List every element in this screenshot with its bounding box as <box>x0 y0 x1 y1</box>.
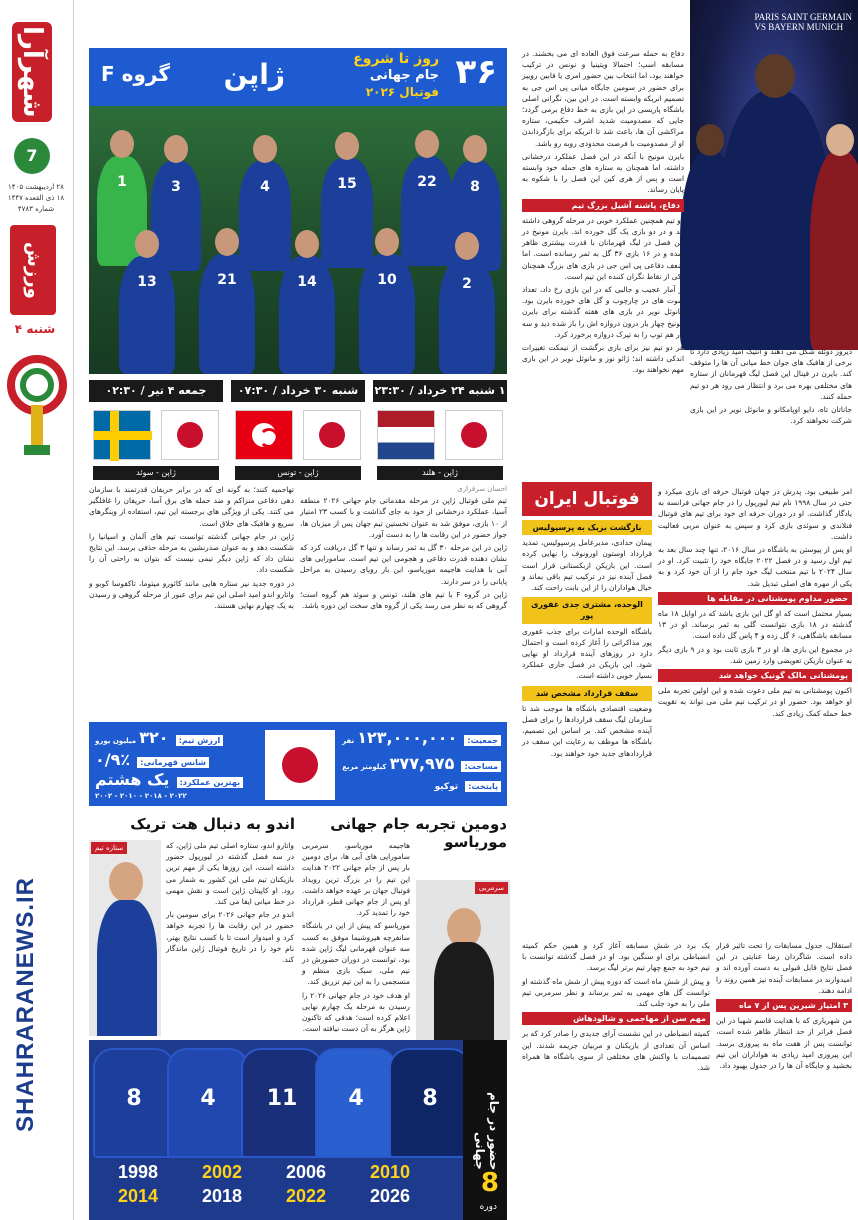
player-figure: 8 <box>449 161 501 271</box>
player-figure: 3 <box>151 161 201 271</box>
paragraph: ژاپن در گروه F با تیم های هلند، تونس و سوئد هم گروه است؛ گروهی که به نظر می رسد یکی از گروه های سخت این دوره باشد. <box>300 589 507 611</box>
article-title: دومین تجربه جام جهانی موریاسو <box>330 815 507 851</box>
paragraph: هر دو تیم نیز برای بازی برگشت از نیمکت تغییرات اندکی داشته اند؛ ژائو نوز و مانوئل نویر در این بازی مهم نخواهند بود. <box>522 343 684 375</box>
logo: شهرآرا <box>12 22 52 122</box>
paragraph: تیم ملی فوتبال ژاپن در مرحله مقدماتی جام جهانی ۲۰۲۶ منطقه آسیا، عملکرد درخشانی از خود به جای گذاشت و با کسب ۲۳ امتیاز از ۱۰ بازی، موفق شد به عنوان نخستین تیم جهان پس از میزبان ها، جواز حضور در این رقابت ها را به دست آورد. <box>300 496 507 539</box>
player-figure <box>810 150 858 350</box>
jersey-icon: 4 <box>167 1048 249 1158</box>
subheading: الوحده، مشتری جدی غفوری پور <box>522 597 652 623</box>
fixture-date: شنبه ۳۰ خرداد / ۰۷:۳۰ <box>231 380 365 402</box>
website-url[interactable]: SHAHRARANEWS.IR <box>12 877 39 1133</box>
stat-best-years: ۲۰۲۲ - ۲۰۱۸ - ۲۰۱۰ - ۲۰۰۲ <box>95 792 187 800</box>
world-cup-years: 2010 2026 <box>369 1162 411 1206</box>
paragraph: استقلال، جدول مسابقات را تحت تاثیر قرار داده است. شاگردان رضا عنایتی در این فصل نتایج قابل قبولی به دست آورده اند و امیدوارند در مسابقات آینده نیز همین روند را ادامه دهند. <box>716 941 852 995</box>
stat-population: جمعیت: ۱۲۳,۰۰۰,۰۰۰ نفر <box>342 728 501 747</box>
paragraph: دو تیم همچنین عملکرد خوبی در مرحله گروهی داشته اند و در دو بازی یک گل خورده اند. بایرن مونیخ در این فصل در لیگ قهرمانان با قدرت بیشتری ظاهر شده و در ۱۶ بازی ۳۶ گل به ثمر رسانده است. اما ضعف دفاعی پی اس جی در بازی های بزرگ همچنان یکی از نقاط نگران کننده این تیم است. <box>522 215 685 281</box>
player-figure <box>680 150 740 350</box>
netherlands-flag-icon <box>377 410 435 460</box>
paragraph: ژاپن در این مرحله ۳۰ گل به ثمر رساند و تنها ۳ گل دریافت کرد که نشان دهنده قدرت دفاعی و هجومی این تیم است. سامورایی های آبی با هدایت هاجیمه موریاسو، این بار رویای رسیدن به مراحل پایانی را در سر دارند. <box>300 543 507 586</box>
article-body <box>166 840 294 1036</box>
sweden-flag-icon <box>93 410 151 460</box>
fixture-teams: ژاپن - سوئد <box>93 466 219 480</box>
group-label: گروه F <box>101 62 170 86</box>
subheading: دفاع، پاشنه آشیل بزرگ تیم <box>522 199 684 212</box>
paragraph: امر طبیعی بود. پدرش در جهان فوتبال حرفه ای بازی میکرد و حتی در سال ۱۹۹۸ نام تیم لیورپول را در جام جهانی فرانسه به یادگار گذاشت. او در دوران حرفه ای خود برای تیم های فوتبال فنلاندی و سوئدی بازی کرد و سپس به عنوان مربی فعالیت داشت. <box>658 487 852 541</box>
coach-photo <box>416 880 510 1040</box>
fixture-teams: ژاپن - هلند <box>377 466 503 480</box>
section-title: ورزش <box>10 225 56 315</box>
paragraph: موریاسو که پیش از این در باشگاه سانفرچه هیروشیما موفق به کسب سه عنوان قهرمانی لیگ ژاپن شده بود، توانست در دوران حضورش در تیم ملی، سبک بازی منظم و منسجمی را به این تیم تزریق کند. <box>302 921 410 987</box>
subheading: سقف قرارداد مشخص شد <box>522 686 652 701</box>
fixture-teams: ژاپن - تونس <box>235 466 361 480</box>
paragraph: پیمان حدادی، مدیرعامل پرسپولیس، تمدید قرارداد اوستون اورونوف را نهایی کرده است. این بازیکن ازبکستانی قرار است فصل آینده نیز در ترکیب تیم باقی بماند و خیال هواداران را از این بابت راحت کند. <box>522 538 652 593</box>
player-figure: 13 <box>119 256 175 374</box>
japan-flag-icon <box>445 410 503 460</box>
feature-header <box>89 48 507 106</box>
jersey-icon: 8 <box>389 1048 471 1158</box>
weekday: ۴ شنبه <box>14 322 56 336</box>
countdown-days: ۳۶ <box>455 52 497 92</box>
masthead <box>0 0 74 1220</box>
fixture-card <box>89 380 223 480</box>
article-body <box>522 48 685 375</box>
world-cup-years: 2006 2022 <box>285 1162 327 1206</box>
world-cup-years: 2002 2018 <box>201 1162 243 1206</box>
subheading: حضور مداوم پومشتانی در مقابله ها <box>658 592 852 605</box>
japan-flag-icon <box>161 410 219 460</box>
date-line: ۱۸ ذی القعده ۱۴۴۷ <box>7 194 65 202</box>
player-figure: 10 <box>359 254 415 374</box>
stat-team-value: ارزش تیم: ۳۲۰ میلیون یورو <box>95 728 223 747</box>
fixtures <box>89 380 507 480</box>
iran-football-box <box>522 482 652 902</box>
player-figure: 1 <box>97 156 147 266</box>
date-line: ۲۸ اردیبهشت ۱۴۰۵ <box>8 183 64 191</box>
japan-flag-icon <box>303 410 361 460</box>
box-body <box>522 520 652 906</box>
photo-tag: سرمربی <box>475 882 508 894</box>
paragraph: بسیار محتمل است که او گل این بازی باشد که در اوایل ۱۸ ماه گذشته در ۱۸ بازی نتوانست گلی به ثمر برساند. او در ۱۳ مسابقه باشگاهی، ۶ گل زده و ۴ پاس گل داده است. <box>658 609 852 641</box>
date-line: شماره ۴۷۸۳ <box>17 205 55 213</box>
subheading: ۳ امتیاز شیرین پس از ۷ ماه <box>716 999 852 1012</box>
paragraph: کمیته انضباطی در این نشست آرای جدیدی را صادر کرد که بر اساس آن تعدادی از بازیکنان و مربیان جریمه شدند. این تصمیمات با واکنش های مختلفی از سوی باشگاه ها همراه شد. <box>522 1029 710 1073</box>
fixture-date: جمعه ۴ تیر / ۰۲:۳۰ <box>89 380 223 402</box>
team-name: ژاپن <box>223 58 285 91</box>
player-figure: 14 <box>279 256 335 374</box>
paragraph: واتارو اندو، ستاره اصلی تیم ملی ژاپن، که در سه فصل گذشته در لیورپول حضور داشته است، این روزها یکی از مهم ترین بازیکنان تیم ملی این کشور به شمار می رود. او کاپیتان ژاپن است و نقش مهمی در خط میانی ایفا می کند. <box>166 841 294 907</box>
paragraph: او پس از پیوستن به باشگاه در سال ۲۰۱۶، تنها چند سال بعد به تیم اول رسید و در فصل ۲۰۲۲ جایگاه خود را تثبیت کرد. او در سال ۲۰۲۴ با تیم منتخب لیگ خود جام را از آن خود کرد و به یکی از مهره های اصلی تبدیل شد. <box>658 545 853 588</box>
paragraph: اکنون پومشتانی به تیم ملی دعوت شده و این اولین تجربه ملی او خواهد بود. حضور او در ترکیب تیم ملی می تواند به تقویت خط حمله کمک زیادی کند. <box>658 686 852 718</box>
paragraph: وضعیت اقتصادی باشگاه ها موجب شد تا سازمان لیگ سقف قراردادها را برای فصل آینده مشخص کند. بر اساس این تصمیم، باشگاه ها موظف به رعایت این سقف در قراردادهای جدید خود خواهند بود. <box>522 703 652 758</box>
article-body <box>522 940 710 1216</box>
world-cup-years: 1998 2014 <box>117 1162 159 1206</box>
box-title: فوتبال ایران <box>522 482 652 516</box>
paragraph: یک برد در شش مسابقه آغاز کرد و همین حکم کمیته انضباطی برای او سنگین بود. او در فصل گذشته توانست با تیم خود به جمع چهار تیم برتر لیگ برسد. <box>522 941 710 973</box>
photo-tag: ستاره تیم <box>91 842 127 854</box>
player-figure: 15 <box>321 158 373 268</box>
page-number: 7 <box>14 138 50 174</box>
stat-title-chance: شانس قهرمانی: ۰/۹٪ <box>95 750 209 769</box>
player-figure: 22 <box>401 156 453 266</box>
paragraph: در دوره جدید نیز ستاره هایی مانند کائورو میتوما، تاکفوسا کوبو و واتارو اندو امید اصلی این تیم برای عبور از مرحله گروهی و رسیدن به یک چهارم نهایی هستند. <box>89 578 294 611</box>
paragraph: اندو در جام جهانی ۲۰۲۶ برای سومین بار حضور در این رقابت ها را تجربه خواهد کرد و امیدوار است تا با کسب نتایج بهتر، نام خود را در تاریخ فوتبال ژاپن ماندگار کند. <box>166 910 294 965</box>
fixture-card <box>231 380 365 480</box>
subheading: مهم سن از مهاجمی و شالودهاش <box>522 1012 710 1025</box>
paragraph: من شهریاری که با هدایت قاسم شهبا در این فصل فراتر از حد انتظار ظاهر شده است، توانست پس از هفت ماه به پیروزی برسد. این پیروزی امید زیادی به هواداران این تیم بخشید و جایگاه آن ها را در جدول بهبود داد. <box>716 1016 852 1071</box>
presence-label: دوره <box>479 1202 497 1212</box>
tunisia-flag-icon <box>235 410 293 460</box>
subheading: پومشتانی مالک گونیک خواهد شد <box>658 669 852 682</box>
photo-caption: PARIS SAINT GERMAIN VS BAYERN MUNICH <box>754 12 852 32</box>
team-photo <box>89 106 507 374</box>
stat-area: مساحت: ۳۷۷,۹۷۵ کیلومتر مربع <box>342 754 501 773</box>
jersey-icon: 4 <box>315 1048 397 1158</box>
fixture-card <box>373 380 507 480</box>
subheading: بازگشت بزیک به پرسپولیس <box>522 520 652 535</box>
article-body <box>300 484 507 718</box>
stat-best-result: بهترین عملکرد: یک هشتم <box>95 770 243 789</box>
article-body <box>89 484 294 718</box>
player-photo <box>89 840 161 1036</box>
player-figure: 2 <box>439 258 495 374</box>
stat-capital: پایتخت: توکیو <box>435 782 501 792</box>
country-stats <box>89 722 507 806</box>
match-photo <box>690 0 858 340</box>
jersey-icon: 8 <box>93 1048 175 1158</box>
paragraph: و پیش از شش ماه است که دوره پیش از شش ماه گذشته او توانست گل های مهمی به ثمر برساند و نظر سرمربی تیم ملی را به خود جلب کند. <box>522 976 710 1009</box>
issue-date <box>6 182 66 215</box>
paragraph: جاناتان تاه، دایو اوپامکانو و مانوئل نویر در این بازی شرکت نخواهند کرد. <box>690 405 852 426</box>
presence-number: 8 <box>480 1168 499 1198</box>
kits-history <box>89 1040 507 1220</box>
world-cup-presence <box>463 1040 507 1220</box>
countdown-line: روز تا شروع <box>353 51 439 67</box>
paragraph: از آمار عجیب و جالبی که در این بازی رخ داد، تعداد شوت های در چارچوب و گل های خورده بایرن بود. مانوئل نویر در بازی های هفته گذشته برای بایرن مونیخ چهار بار درون دروازه اش را باز شده دید و سه بار هم توپ را به تیرک دروازه برخورد کرد. <box>522 285 684 339</box>
article-body <box>716 940 852 1216</box>
paragraph: دفاع به حمله سرعت فوق العاده ای می بخشند. در مسابقه اسپ؛ احتمالا ویتینیا و نونس در ترکیب خواهند بود، اما انتخاب بین حضور امری یا فابین روییز برای حضور در سومین جایگاه میانی پی اس جی به تصمیم انریکه وابسته است. در این بین، نگرانی اصلی باشگاه پاریسی در این بازی به خط دفاع برمی گردد؛ جایی که مصدومیت شدید اشرف حکیمی، ستاره مراکشی آن ها، باعث شد تا انریکه برای بازگرداندن او از مصدومیت با فرصت محدودی روبه رو باشد. <box>522 49 684 148</box>
paragraph: تهاجمیه کنند؛ به گونه ای که در برابر حریفان قدرتمند با سازمان دهی دفاعی منزاکم و ضد حمله های برق آسا، حریفان را غافلگیر می کنند. یکی از ویژگی های برجسته این تیم، استفاده از وینگرهای سریع و هافبک های خلاق است. <box>89 485 294 528</box>
countdown-line: جام جهانی <box>369 68 439 83</box>
fixture-date: ۱ شنبه ۲۴ خرداد / ۲۳:۳۰ <box>373 380 507 402</box>
article-body <box>302 840 410 1036</box>
player-figure: 4 <box>239 161 291 271</box>
byline: احسان سرقرازی <box>457 485 507 493</box>
paragraph: در مجموع این بازی ها، او در ۳ بازی ثابت بود و در ۹ بازی دیگر به عنوان بازیکن تعویضی وارد زمین شد. <box>658 644 852 665</box>
paragraph: بایرن مونیخ با آنکه در این فصل عملکرد درخشانی داشته، اما همچنان به ستاره های حمله خود وابسته است و پس از هری کین این فصل را با شکوه به پایان رساند. <box>522 151 684 195</box>
article-body <box>658 486 852 936</box>
paragraph: او هدف خود در جام جهانی ۲۰۲۶ را رسیدن به مرحله یک چهارم نهایی اعلام کرده است؛ هدفی که تاکنون ژاپن هرگز به آن دست نیافته است. <box>302 990 410 1034</box>
article-title: اندو به دنبال هت تریک <box>130 815 295 833</box>
japan-flag-icon <box>265 730 335 800</box>
paragraph: باشگاه الوحده امارات برای جذب غفوری پور مذاکراتی را آغاز کرده است و احتمال دارد در روزهای آینده قرارداد او نهایی شود. این بازیکن در فصل جاری عملکرد بسیار خوبی داشته است. <box>522 626 652 681</box>
countdown-line: فوتبال ۲۰۲۶ <box>365 85 439 99</box>
jersey-icon: 11 <box>241 1048 323 1158</box>
world-cup-logo-icon <box>6 345 68 460</box>
paragraph: دیروز دوئله شکل می دهند و انتیک امید زیادی دارد تا برخی از هافبک های جوان خط میانی آن ها را متوقف کند. بایرن در فینال این فصل لیگ قهرمانان از ستاره های مختلفی بهره می برد و انتظار می رود هر دو تیم حمله کنند. <box>690 347 852 401</box>
paragraph: هاجیمه موریاسو، سرمربی سامورایی های آبی ها، برای دومین بار پس از جام جهانی ۲۰۲۲ هدایت این تیم را در بزرگ ترین رویداد فوتبال جهان بر عهده خواهد داشت. او پس از جام جهانی قطر، قرارداد خود را تمدید کرد. <box>302 841 410 918</box>
player-figure: 21 <box>199 254 255 374</box>
paragraph: ژاپن در جام جهانی گذشته توانست تیم های آلمان و اسپانیا را شکست دهد و به عنوان صدرنشین به مرحله حذفی برسد. این نتایج نشان داد که ژاپن دیگر تیمی نیست که بتوان به راحتی آن را شکست داد. <box>89 531 294 575</box>
presence-title: حضور در جام جهانی <box>473 1091 501 1170</box>
article-body <box>690 346 852 474</box>
